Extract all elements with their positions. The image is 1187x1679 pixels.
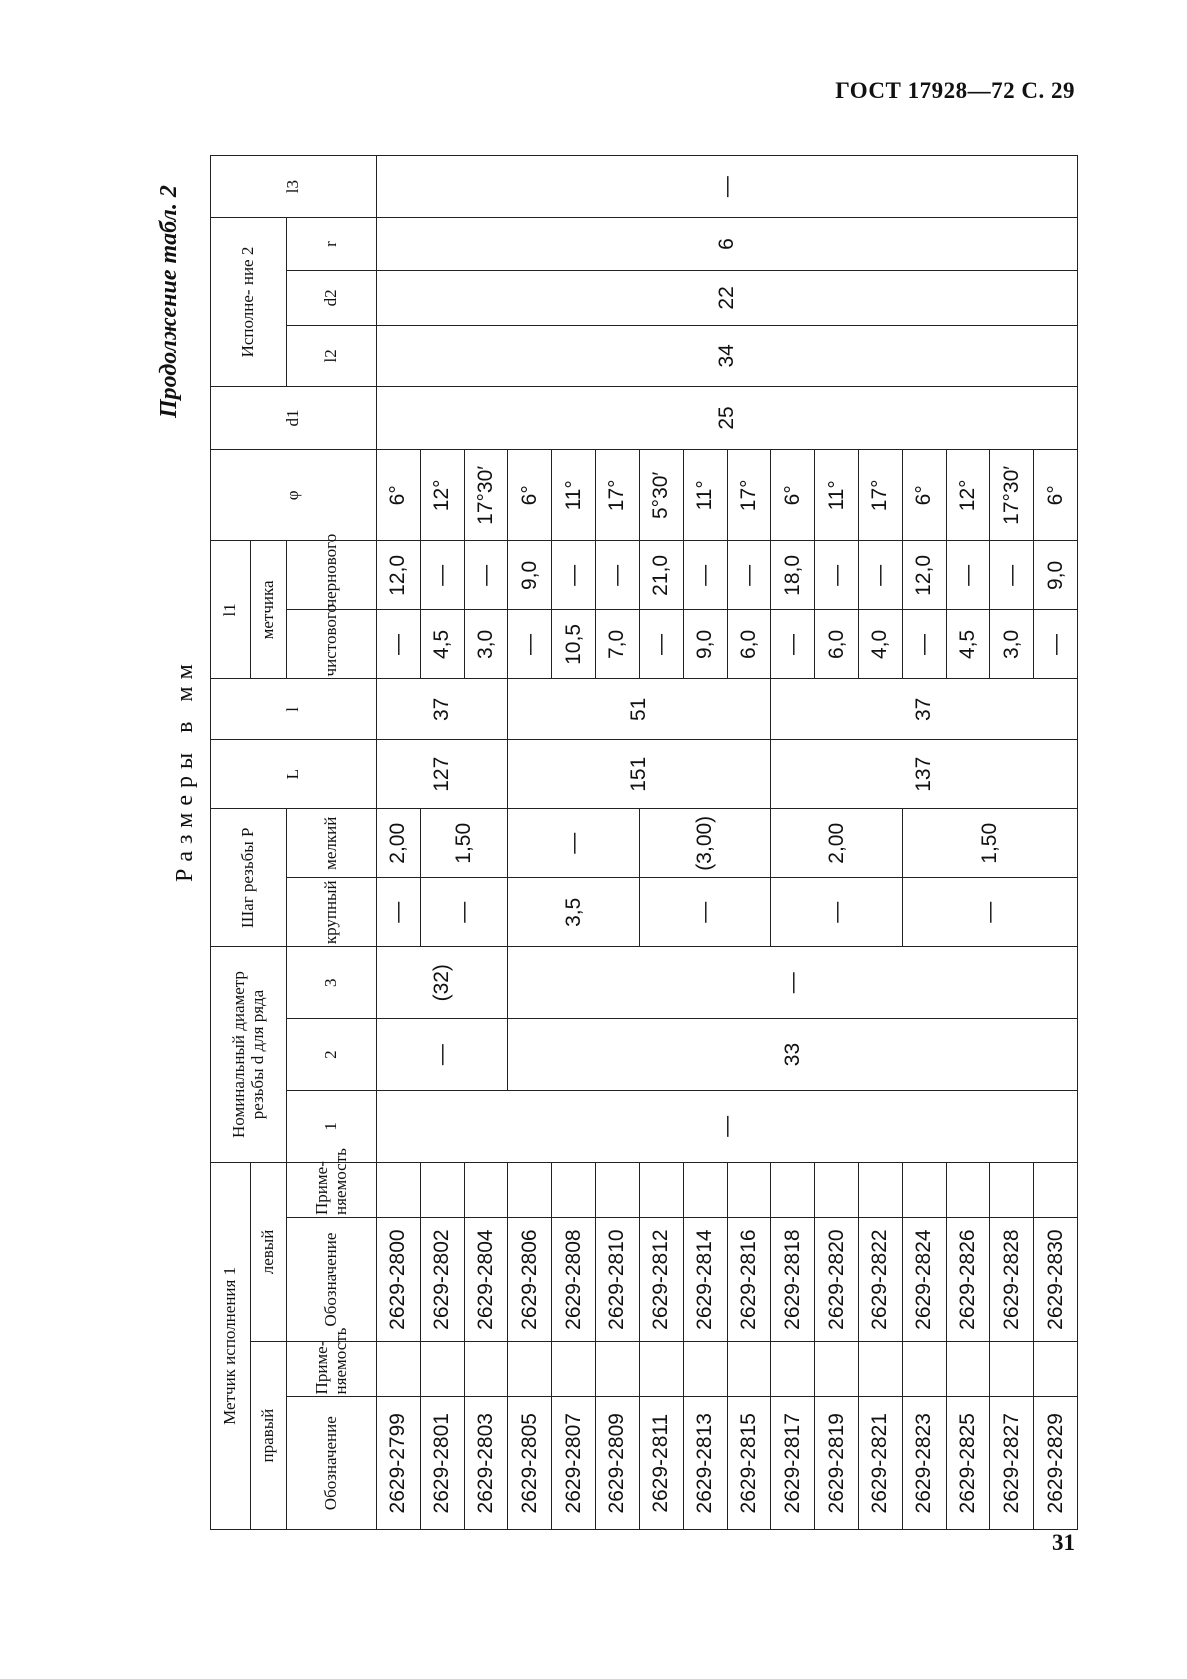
header-pitch: Шаг резьбы P bbox=[211, 809, 287, 947]
units-caption: Размеры в мм bbox=[172, 657, 198, 882]
cell-finishing: — bbox=[902, 610, 946, 679]
header-l: l bbox=[211, 679, 377, 740]
cell-finishing: — bbox=[639, 610, 683, 679]
cell-left-designation: 2629-2806 bbox=[508, 1217, 552, 1341]
cell-roughing: — bbox=[552, 541, 596, 610]
header-applicability-right: Приме- няемость bbox=[287, 1342, 377, 1397]
header-row2: 2 bbox=[287, 1019, 377, 1091]
cell-left-designation: 2629-2814 bbox=[683, 1217, 727, 1341]
table-caption: Продолжение табл. 2 bbox=[156, 185, 182, 418]
cell-roughing: — bbox=[420, 541, 464, 610]
cell-left-applicability bbox=[464, 1162, 508, 1217]
header-l1: l1 bbox=[211, 541, 251, 679]
cell-right-designation: 2629-2825 bbox=[946, 1397, 990, 1530]
cell-phi: 11° bbox=[552, 450, 596, 541]
cell-left-designation: 2629-2810 bbox=[596, 1217, 640, 1341]
cell-left-applicability bbox=[858, 1162, 902, 1217]
cell-l2: 34 bbox=[377, 325, 1078, 386]
cell-roughing: — bbox=[815, 541, 859, 610]
cell-phi: 17° bbox=[596, 450, 640, 541]
cell-left-designation: 2629-2824 bbox=[902, 1217, 946, 1341]
cell-coarse-a1: — bbox=[377, 878, 421, 947]
cell-finishing: — bbox=[508, 610, 552, 679]
cell-phi: 17°30′ bbox=[464, 450, 508, 541]
cell-fine-a1: 2,00 bbox=[377, 809, 421, 878]
cell-right-applicability bbox=[990, 1342, 1034, 1397]
cell-L-c: 137 bbox=[771, 740, 1078, 809]
cell-roughing: — bbox=[727, 541, 771, 610]
cell-right-applicability bbox=[552, 1342, 596, 1397]
cell-finishing: 6,0 bbox=[815, 610, 859, 679]
cell-right-applicability bbox=[771, 1342, 815, 1397]
cell-roughing: — bbox=[596, 541, 640, 610]
cell-left-designation: 2629-2820 bbox=[815, 1217, 859, 1341]
cell-left-applicability bbox=[377, 1162, 421, 1217]
header-d1: d1 bbox=[211, 386, 377, 450]
header-phi: φ bbox=[211, 450, 377, 541]
header-right: правый bbox=[251, 1342, 287, 1530]
cell-left-applicability bbox=[639, 1162, 683, 1217]
cell-right-applicability bbox=[464, 1342, 508, 1397]
cell-finishing: 3,0 bbox=[464, 610, 508, 679]
cell-roughing: 12,0 bbox=[377, 541, 421, 610]
cell-right-designation: 2629-2799 bbox=[377, 1397, 421, 1530]
cell-right-designation: 2629-2803 bbox=[464, 1397, 508, 1530]
header-coarse: крупный bbox=[287, 878, 377, 947]
cell-coarse-d2: — bbox=[902, 878, 1077, 947]
header-L: L bbox=[211, 740, 377, 809]
cell-right-designation: 2629-2805 bbox=[508, 1397, 552, 1530]
cell-right-applicability bbox=[858, 1342, 902, 1397]
cell-right-applicability bbox=[377, 1342, 421, 1397]
header-l2: l2 bbox=[287, 325, 377, 386]
header-nominal-diameter: Номинальный диаметр резьбы d для ряда bbox=[211, 947, 287, 1162]
cell-finishing: 7,0 bbox=[596, 610, 640, 679]
cell-left-designation: 2629-2828 bbox=[990, 1217, 1034, 1341]
cell-left-designation: 2629-2804 bbox=[464, 1217, 508, 1341]
cell-fine-c: (3,00) bbox=[639, 809, 770, 878]
cell-fine-b: — bbox=[508, 809, 639, 878]
cell-finishing: — bbox=[1034, 610, 1078, 679]
cell-right-designation: 2629-2823 bbox=[902, 1397, 946, 1530]
cell-right-designation: 2629-2819 bbox=[815, 1397, 859, 1530]
cell-right-applicability bbox=[1034, 1342, 1078, 1397]
cell-left-applicability bbox=[727, 1162, 771, 1217]
cell-d2: 22 bbox=[377, 270, 1078, 325]
cell-left-applicability bbox=[990, 1162, 1034, 1217]
cell-left-designation: 2629-2822 bbox=[858, 1217, 902, 1341]
cell-coarse-d1: — bbox=[771, 878, 902, 947]
cell-phi: 5°30′ bbox=[639, 450, 683, 541]
cell-roughing: 9,0 bbox=[1034, 541, 1078, 610]
cell-finishing: — bbox=[377, 610, 421, 679]
header-applicability-left: Приме- няемость bbox=[287, 1162, 377, 1217]
cell-d-row3-b: — bbox=[508, 947, 1078, 1019]
cell-right-designation: 2629-2811 bbox=[639, 1397, 683, 1530]
cell-right-applicability bbox=[902, 1342, 946, 1397]
cell-phi: 17° bbox=[858, 450, 902, 541]
header-row1: 1 bbox=[287, 1090, 377, 1162]
cell-right-applicability bbox=[596, 1342, 640, 1397]
cell-phi: 12° bbox=[420, 450, 464, 541]
header-roughing: чернового bbox=[287, 541, 377, 610]
cell-left-designation: 2629-2816 bbox=[727, 1217, 771, 1341]
cell-phi: 17°30′ bbox=[990, 450, 1034, 541]
header-row3: 3 bbox=[287, 947, 377, 1019]
cell-finishing: 4,5 bbox=[420, 610, 464, 679]
cell-left-designation: 2629-2826 bbox=[946, 1217, 990, 1341]
header-finishing: чистового bbox=[287, 610, 377, 679]
cell-d-row2-a: — bbox=[377, 1019, 508, 1091]
header-tap-isp1: Метчик исполнения 1 bbox=[211, 1162, 251, 1529]
cell-fine-a2: 1,50 bbox=[420, 809, 508, 878]
cell-right-applicability bbox=[683, 1342, 727, 1397]
cell-L-b: 151 bbox=[508, 740, 771, 809]
cell-right-designation: 2629-2809 bbox=[596, 1397, 640, 1530]
cell-r: 6 bbox=[377, 218, 1078, 270]
header-d2: d2 bbox=[287, 270, 377, 325]
cell-l-b: 51 bbox=[508, 679, 771, 740]
cell-d1: 25 bbox=[377, 386, 1078, 450]
cell-roughing: — bbox=[946, 541, 990, 610]
cell-left-designation: 2629-2812 bbox=[639, 1217, 683, 1341]
cell-finishing: — bbox=[771, 610, 815, 679]
cell-fine-d1: 2,00 bbox=[771, 809, 902, 878]
cell-left-applicability bbox=[683, 1162, 727, 1217]
cell-coarse-b: 3,5 bbox=[508, 878, 639, 947]
cell-left-designation: 2629-2800 bbox=[377, 1217, 421, 1341]
cell-d-row2-b: 33 bbox=[508, 1019, 1078, 1091]
cell-roughing: 9,0 bbox=[508, 541, 552, 610]
cell-roughing: — bbox=[858, 541, 902, 610]
cell-right-applicability bbox=[727, 1342, 771, 1397]
cell-left-applicability bbox=[771, 1162, 815, 1217]
cell-right-designation: 2629-2815 bbox=[727, 1397, 771, 1530]
cell-left-designation: 2629-2818 bbox=[771, 1217, 815, 1341]
header-designation-right: Обозначение bbox=[287, 1397, 377, 1530]
cell-right-applicability bbox=[420, 1342, 464, 1397]
cell-coarse-a2: — bbox=[420, 878, 508, 947]
cell-L-a: 127 bbox=[377, 740, 508, 809]
cell-left-applicability bbox=[508, 1162, 552, 1217]
cell-roughing: 21,0 bbox=[639, 541, 683, 610]
rotated-table-container bbox=[210, 155, 1078, 1530]
cell-d-row1: — bbox=[377, 1090, 1078, 1162]
cell-finishing: 3,0 bbox=[990, 610, 1034, 679]
cell-roughing: — bbox=[464, 541, 508, 610]
cell-coarse-c: — bbox=[639, 878, 770, 947]
page-header: ГОСТ 17928—72 С. 29 bbox=[835, 78, 1075, 103]
cell-phi: 6° bbox=[508, 450, 552, 541]
cell-right-designation: 2629-2827 bbox=[990, 1397, 1034, 1530]
cell-right-designation: 2629-2801 bbox=[420, 1397, 464, 1530]
cell-l3: — bbox=[377, 156, 1078, 218]
cell-right-applicability bbox=[639, 1342, 683, 1397]
cell-finishing: 6,0 bbox=[727, 610, 771, 679]
cell-fine-d2: 1,50 bbox=[902, 809, 1077, 878]
cell-finishing: 4,5 bbox=[946, 610, 990, 679]
cell-right-applicability bbox=[946, 1342, 990, 1397]
cell-left-applicability bbox=[946, 1162, 990, 1217]
cell-left-applicability bbox=[420, 1162, 464, 1217]
cell-finishing: 9,0 bbox=[683, 610, 727, 679]
cell-phi: 6° bbox=[902, 450, 946, 541]
page-number: 31 bbox=[1052, 1530, 1075, 1555]
cell-left-applicability bbox=[552, 1162, 596, 1217]
cell-roughing: — bbox=[683, 541, 727, 610]
cell-left-applicability bbox=[815, 1162, 859, 1217]
header-tap: метчика bbox=[251, 541, 287, 679]
cell-phi: 17° bbox=[727, 450, 771, 541]
header-l3: l3 bbox=[211, 156, 377, 218]
cell-finishing: 10,5 bbox=[552, 610, 596, 679]
cell-finishing: 4,0 bbox=[858, 610, 902, 679]
cell-right-designation: 2629-2807 bbox=[552, 1397, 596, 1530]
data-table bbox=[210, 155, 1078, 1530]
header-fine: мелкий bbox=[287, 809, 377, 878]
cell-phi: 11° bbox=[683, 450, 727, 541]
cell-left-designation: 2629-2808 bbox=[552, 1217, 596, 1341]
cell-roughing: 12,0 bbox=[902, 541, 946, 610]
cell-phi: 6° bbox=[1034, 450, 1078, 541]
cell-phi: 12° bbox=[946, 450, 990, 541]
cell-right-designation: 2629-2821 bbox=[858, 1397, 902, 1530]
cell-left-designation: 2629-2830 bbox=[1034, 1217, 1078, 1341]
cell-left-applicability bbox=[1034, 1162, 1078, 1217]
cell-left-designation: 2629-2802 bbox=[420, 1217, 464, 1341]
cell-l-c: 37 bbox=[771, 679, 1078, 740]
header-isp2: Исполне- ние 2 bbox=[211, 218, 287, 386]
cell-right-designation: 2629-2813 bbox=[683, 1397, 727, 1530]
header-designation-left: Обозначение bbox=[287, 1217, 377, 1341]
cell-left-applicability bbox=[596, 1162, 640, 1217]
cell-right-designation: 2629-2817 bbox=[771, 1397, 815, 1530]
header-r: r bbox=[287, 218, 377, 270]
cell-right-applicability bbox=[508, 1342, 552, 1397]
cell-phi: 11° bbox=[815, 450, 859, 541]
cell-right-applicability bbox=[815, 1342, 859, 1397]
cell-right-designation: 2629-2829 bbox=[1034, 1397, 1078, 1530]
cell-d-row3-a: (32) bbox=[377, 947, 508, 1019]
cell-roughing: — bbox=[990, 541, 1034, 610]
header-left: левый bbox=[251, 1162, 287, 1341]
cell-phi: 6° bbox=[771, 450, 815, 541]
cell-left-applicability bbox=[902, 1162, 946, 1217]
cell-l-a: 37 bbox=[377, 679, 508, 740]
cell-roughing: 18,0 bbox=[771, 541, 815, 610]
cell-phi: 6° bbox=[377, 450, 421, 541]
